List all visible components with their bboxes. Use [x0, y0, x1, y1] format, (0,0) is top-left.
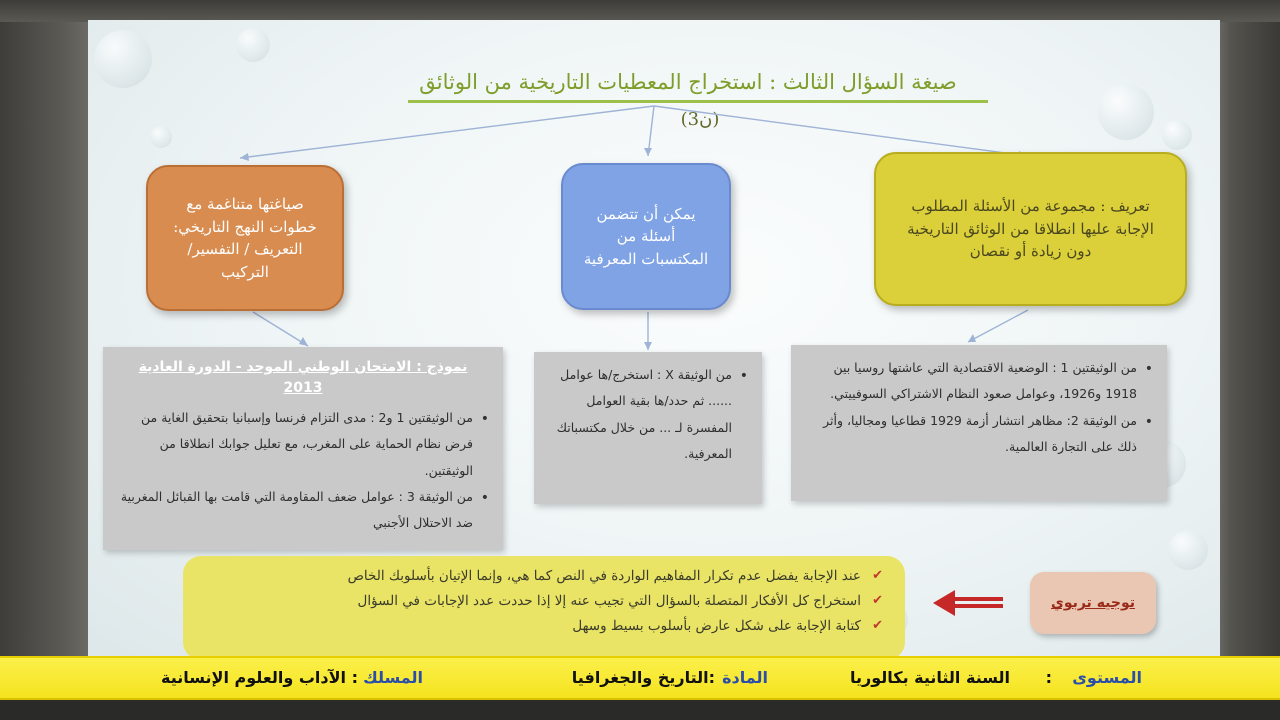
panel-heading: نموذج : الامتحان الوطني الموحد - الدورة العادية 2013 — [138, 359, 468, 396]
guidance-label-box — [1030, 572, 1156, 634]
example-panel-exam-2013 — [103, 347, 503, 550]
connector-arrowhead — [644, 148, 652, 156]
slide-title-code: (ن3) — [680, 109, 720, 130]
caption-level-separator: : — [1045, 668, 1052, 687]
caption-level-label: المستوى — [1072, 668, 1142, 687]
screen-bottom-edge — [0, 700, 1280, 720]
projected-slide — [88, 20, 1220, 660]
list-item: • من الوثيقة 3 : عوامل ضعف المقاومة التي قامت بها القبائل المغربية ضد الاحتلال الأجنبي — [117, 484, 489, 537]
tip-item: ✔ عند الإجابة يفضل عدم تكرار المفاهيم الواردة في النص كما هي، وإنما الإتيان بأسلوبك الخاص — [205, 564, 883, 589]
tip-item: ✔ استخراج كل الأفكار المتصلة بالسؤال التي تجيب عنه إلا إذا حددت عدد الإجابات في السؤال — [205, 589, 883, 614]
arrow-left-icon — [931, 588, 1005, 618]
room-wall-left — [0, 0, 90, 720]
connector-arrowhead — [240, 153, 249, 161]
connector-line — [253, 312, 308, 346]
room-wall-right — [1218, 0, 1280, 720]
tips-list — [205, 564, 883, 639]
example-list — [805, 355, 1153, 460]
example-list — [117, 405, 489, 536]
caption-subject-value: :التاريخ والجغرافيا — [571, 668, 715, 687]
box-text: تعريف : مجموعة من الأسئلة المطلوب الإجابة عليها انطلاقا من الوثائق التاريخية دون زيادة أو نقصان — [907, 197, 1154, 261]
connector-arrowhead — [644, 342, 652, 350]
box-text: صياغتها متناغمة مع خطوات النهج التاريخي: التعريف / التفسير/ التركيب — [173, 195, 317, 281]
caption-subject-label: المادة — [722, 668, 768, 687]
list-item: • من الوثيقتين 1 و2 : مدى التزام فرنسا وإسبانيا بتحقيق الغاية من فرض نظام الحماية على المغرب، مع تعليل جوابك انطلاقا من الوثيقتين. — [117, 405, 489, 484]
room-ceiling — [0, 0, 1280, 22]
list-item: • من الوثيقة X : استخرج/ها عوامل ...... ثم حدد/ها بقية العوامل المفسرة لـ ... من خلال مكتسباتك المعرفية. — [548, 362, 748, 467]
concept-box-knowledge — [561, 163, 731, 310]
example-panel-document-x — [534, 352, 762, 504]
connector-line — [240, 106, 654, 158]
list-item: • من الوثيقتين 1 : الوضعية الاقتصادية التي عاشتها روسيا بين 1918 و1926، وعوامل صعود النظام الاشتراكي السوفييتي. — [805, 355, 1153, 408]
concept-box-definition — [874, 152, 1187, 306]
example-panel-documents — [791, 345, 1167, 501]
connector-line — [654, 106, 1028, 156]
pedagogical-tips-box — [183, 556, 905, 660]
tip-item: ✔ كتابة الإجابة على شكل عارض بأسلوب بسيط وسهل — [205, 614, 883, 639]
caption-bar — [0, 656, 1280, 700]
connector-line — [968, 310, 1028, 342]
caption-level-value: السنة الثانية بكالوريا — [849, 668, 1010, 687]
slide-title-text: صيغة السؤال الثالث : استخراج المعطيات التاريخية من الوثائق — [419, 70, 957, 94]
list-item: • من الوثيقة 2: مظاهر انتشار أزمة 1929 قطاعيا ومجاليا، وأثر ذلك على التجارة العالمية. — [805, 408, 1153, 461]
concept-box-formulation — [146, 165, 344, 311]
caption-track-value: : الآداب والعلوم الإنسانية — [161, 668, 358, 687]
box-text: يمكن أن تتضمن أسئلة من المكتسبات المعرفية — [583, 204, 709, 268]
guidance-label: توجيه تربوي — [1050, 595, 1136, 611]
caption-track-label: المسلك — [363, 668, 423, 687]
